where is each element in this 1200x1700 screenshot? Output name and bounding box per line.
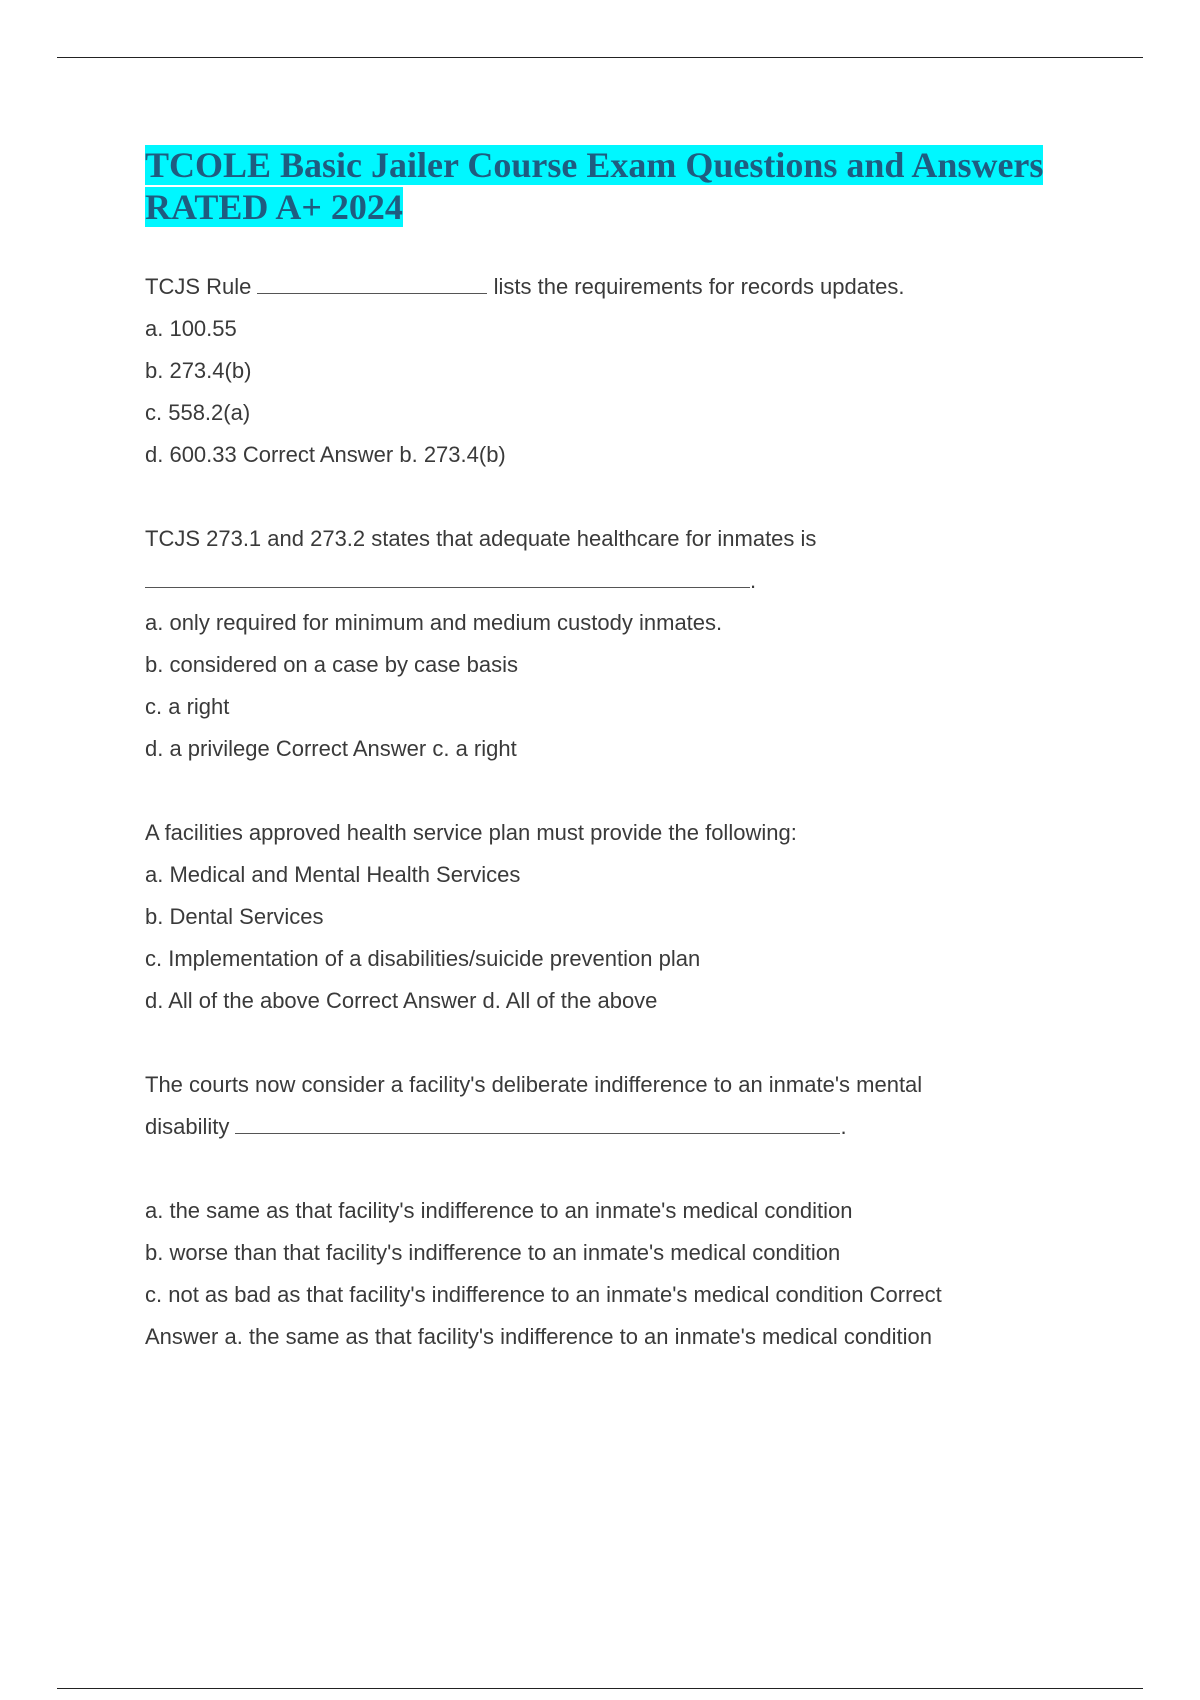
question-block	[145, 266, 1045, 476]
answer-option: b. Dental Services	[145, 904, 324, 929]
question-stem-continued: disability .	[145, 1106, 1045, 1148]
answer-option: a. Medical and Mental Health Services	[145, 862, 521, 887]
answer-blank	[235, 1109, 840, 1134]
correct-answer-continued: Answer a. the same as that facility's indifference to an inmate's medical condition	[145, 1324, 932, 1349]
answer-option: b. worse than that facility's indifference to an inmate's medical condition	[145, 1240, 841, 1265]
answer-option: b. 273.4(b)	[145, 358, 252, 383]
answer-blank	[257, 269, 487, 294]
answer-option: a. 100.55	[145, 316, 237, 341]
question-block	[145, 518, 1045, 770]
document-title	[145, 144, 1085, 228]
title-highlight: TCOLE Basic Jailer Course Exam Questions and Answers RATED A+ 2024	[145, 145, 1044, 227]
answer-option-with-correct-answer: c. not as bad as that facility's indifference to an inmate's medical condition Correct	[145, 1282, 942, 1307]
question-stem: TCJS 273.1 and 273.2 states that adequate healthcare for inmates is	[145, 526, 817, 551]
answer-option-with-correct-answer: d. 600.33 Correct Answer b. 273.4(b)	[145, 442, 506, 467]
header-rule	[57, 57, 1143, 58]
question-stem: The courts now consider a facility's deliberate indifference to an inmate's mental	[145, 1072, 923, 1097]
answer-option: c. 558.2(a)	[145, 400, 251, 425]
question-block	[145, 1064, 1045, 1358]
footer-rule	[57, 1688, 1143, 1689]
answer-option-with-correct-answer: d. All of the above Correct Answer d. All of the above	[145, 988, 658, 1013]
answer-option: b. considered on a case by case basis	[145, 652, 519, 677]
answer-option-with-correct-answer: d. a privilege Correct Answer c. a right	[145, 736, 517, 761]
question-block	[145, 812, 1045, 1022]
question-stem: TCJS Rule lists the requirements for records updates.	[145, 266, 1045, 308]
answer-option: a. the same as that facility's indifference to an inmate's medical condition	[145, 1198, 853, 1223]
question-stem-continued: .	[145, 560, 1045, 602]
answer-option: a. only required for minimum and medium custody inmates.	[145, 610, 723, 635]
question-stem: A facilities approved health service plan must provide the following:	[145, 820, 797, 845]
answer-blank	[145, 563, 750, 588]
document-body	[145, 266, 1045, 1358]
answer-option: c. Implementation of a disabilities/suicide prevention plan	[145, 946, 701, 971]
answer-option: c. a right	[145, 694, 230, 719]
